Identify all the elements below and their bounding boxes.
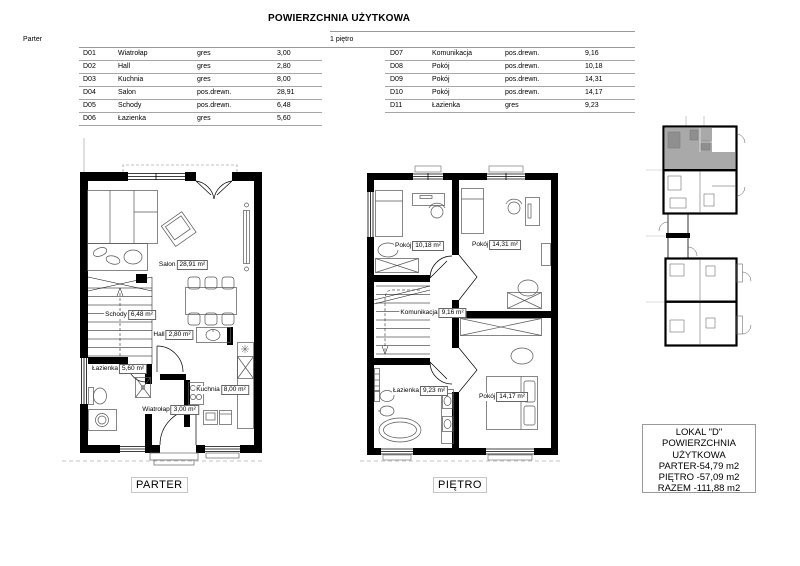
- room-name: Komunikacja: [432, 50, 473, 57]
- tv-unit: [244, 203, 250, 271]
- desk-room-1431: [506, 198, 540, 226]
- table-row: [79, 113, 322, 126]
- entrance-steps: [150, 453, 239, 465]
- wardrobe-room-1417: [461, 319, 542, 336]
- room-name: Hall: [118, 63, 131, 70]
- room-label-pokoj-1431: Pokój 14,31 m²: [471, 240, 521, 250]
- key-plan-overview: [640, 108, 800, 398]
- room-area: 8,00: [277, 76, 291, 83]
- room-finish: pos.drewn.: [505, 89, 540, 96]
- room-label-kuchnia: Kuchnia 8,00 m²: [195, 385, 249, 395]
- table-row: [79, 74, 322, 87]
- room-finish: pos.drewn.: [505, 76, 540, 83]
- table-row: [385, 100, 635, 113]
- room-code: D10: [390, 89, 403, 96]
- bed-room-1431: [462, 189, 484, 234]
- room-area: 3,00: [277, 50, 291, 57]
- armchair: [161, 212, 196, 247]
- table-row: [385, 61, 635, 74]
- room-label-lazienka-parter: Łazienka 5,60 m²: [91, 364, 147, 374]
- dining-table: [186, 277, 237, 325]
- room-code: D05: [83, 102, 96, 109]
- pietro-caption: PIĘTRO: [433, 477, 487, 493]
- parter-table-label: Parter: [23, 36, 43, 43]
- room-label-lazienka-pietro: Łazienka 9,23 m²: [392, 386, 448, 396]
- room-code: D11: [390, 102, 403, 109]
- room-finish: pos.drewn.: [197, 102, 232, 109]
- room-code: D08: [390, 63, 403, 70]
- summary-line: PARTER-54,79 m2: [658, 460, 740, 472]
- room-area: 14,17: [585, 89, 603, 96]
- room-code: D04: [83, 89, 96, 96]
- room-code: D09: [390, 76, 403, 83]
- unit-summary-box: [642, 424, 756, 493]
- room-label-wiatrolap: Wiatrołap 3,00 m²: [141, 405, 199, 415]
- room-code: D03: [83, 76, 96, 83]
- room-label-hall: Hall 2,80 m²: [152, 330, 193, 340]
- table-row: [79, 48, 322, 61]
- bed-small-room: [376, 191, 403, 237]
- pietro-table-label: 1 piętro: [330, 36, 354, 43]
- pouf: [518, 280, 538, 296]
- room-label-salon: Salon 28,91 m²: [158, 260, 208, 270]
- room-finish: gres: [197, 115, 211, 122]
- wardrobe-small-room: [376, 259, 419, 273]
- key-plan-block-upper: [664, 127, 746, 214]
- room-name: Pokój: [432, 89, 450, 96]
- bathroom-fixtures: [89, 378, 151, 431]
- table-row: [385, 48, 635, 61]
- room-finish: pos.drewn.: [505, 63, 540, 70]
- pouf: [511, 348, 533, 364]
- room-label-pokoj-1417: Pokój 14,17 m²: [478, 392, 528, 402]
- room-finish: pos.drewn.: [197, 89, 232, 96]
- room-area: 9,16: [585, 50, 599, 57]
- parter-stairs: [88, 277, 152, 364]
- terrace-outline: [123, 165, 237, 172]
- bathtub: [379, 418, 421, 442]
- bathroom-fixtures: [375, 369, 454, 444]
- parter-floor-plan: [55, 130, 275, 468]
- room-finish: gres: [197, 50, 211, 57]
- table-row: [79, 100, 322, 113]
- room-name: Kuchnia: [118, 76, 144, 83]
- room-finish: gres: [197, 63, 211, 70]
- room-area: 5,60: [277, 115, 291, 122]
- pietro-floor-plan: [352, 130, 567, 468]
- title-divider-line: [330, 31, 635, 32]
- room-name: Łazienka: [432, 102, 461, 109]
- pietro-area-table: [385, 48, 635, 113]
- room-code: D01: [83, 50, 96, 57]
- room-code: D07: [390, 50, 403, 57]
- room-area: 2,80: [277, 63, 291, 70]
- pietro-stairs: [374, 286, 430, 354]
- room-area: 6,48: [277, 102, 291, 109]
- table-row: [79, 87, 322, 100]
- key-plan-block-lower: [666, 259, 752, 346]
- room-code: D02: [83, 63, 96, 70]
- room-name: Łazienka: [118, 115, 147, 122]
- room-area: 10,18: [585, 63, 603, 70]
- summary-line: LOKAL "D": [675, 427, 723, 438]
- parter-area-table: [79, 48, 322, 126]
- room-finish: gres: [505, 102, 519, 109]
- table-row: [79, 61, 322, 74]
- room-area: 9,23: [585, 102, 599, 109]
- summary-line: UŻYTKOWA: [672, 449, 726, 461]
- room-code: D06: [83, 115, 96, 122]
- room-finish: gres: [197, 76, 211, 83]
- room-label-pokoj-1018: Pokój 10,18 m²: [394, 241, 444, 251]
- bed-room-1417: [487, 377, 538, 430]
- room-label-komunikacja: Komunikacja 9,16 m²: [399, 308, 466, 318]
- summary-line: PIĘTRO -57,09 m2: [658, 472, 740, 484]
- room-finish: pos.drewn.: [505, 50, 540, 57]
- table-row: [385, 74, 635, 87]
- parter-caption: PARTER: [131, 477, 188, 493]
- hall-sink-counter: [197, 328, 231, 343]
- room-name: Salon: [118, 89, 136, 96]
- room-label-schody: Schody 6,48 m²: [104, 310, 156, 320]
- room-name: Wiatrołap: [118, 50, 148, 57]
- sofa: [88, 191, 158, 271]
- page-title: POWIERZCHNIA UŻYTKOWA: [268, 13, 411, 24]
- room-name: Schody: [118, 102, 142, 109]
- table-row: [385, 87, 635, 100]
- room-name: Pokój: [432, 76, 450, 83]
- desk-small-room: [413, 194, 446, 219]
- room-area: 28,91: [277, 89, 295, 96]
- room-name: Pokój: [432, 63, 450, 70]
- wardrobe-room-1431: [508, 293, 542, 309]
- summary-line: RAZEM -111,88 m2: [657, 483, 741, 495]
- room-area: 14,31: [585, 76, 603, 83]
- summary-line: POWIERZCHNIA: [662, 438, 736, 450]
- cabinet: [542, 244, 551, 266]
